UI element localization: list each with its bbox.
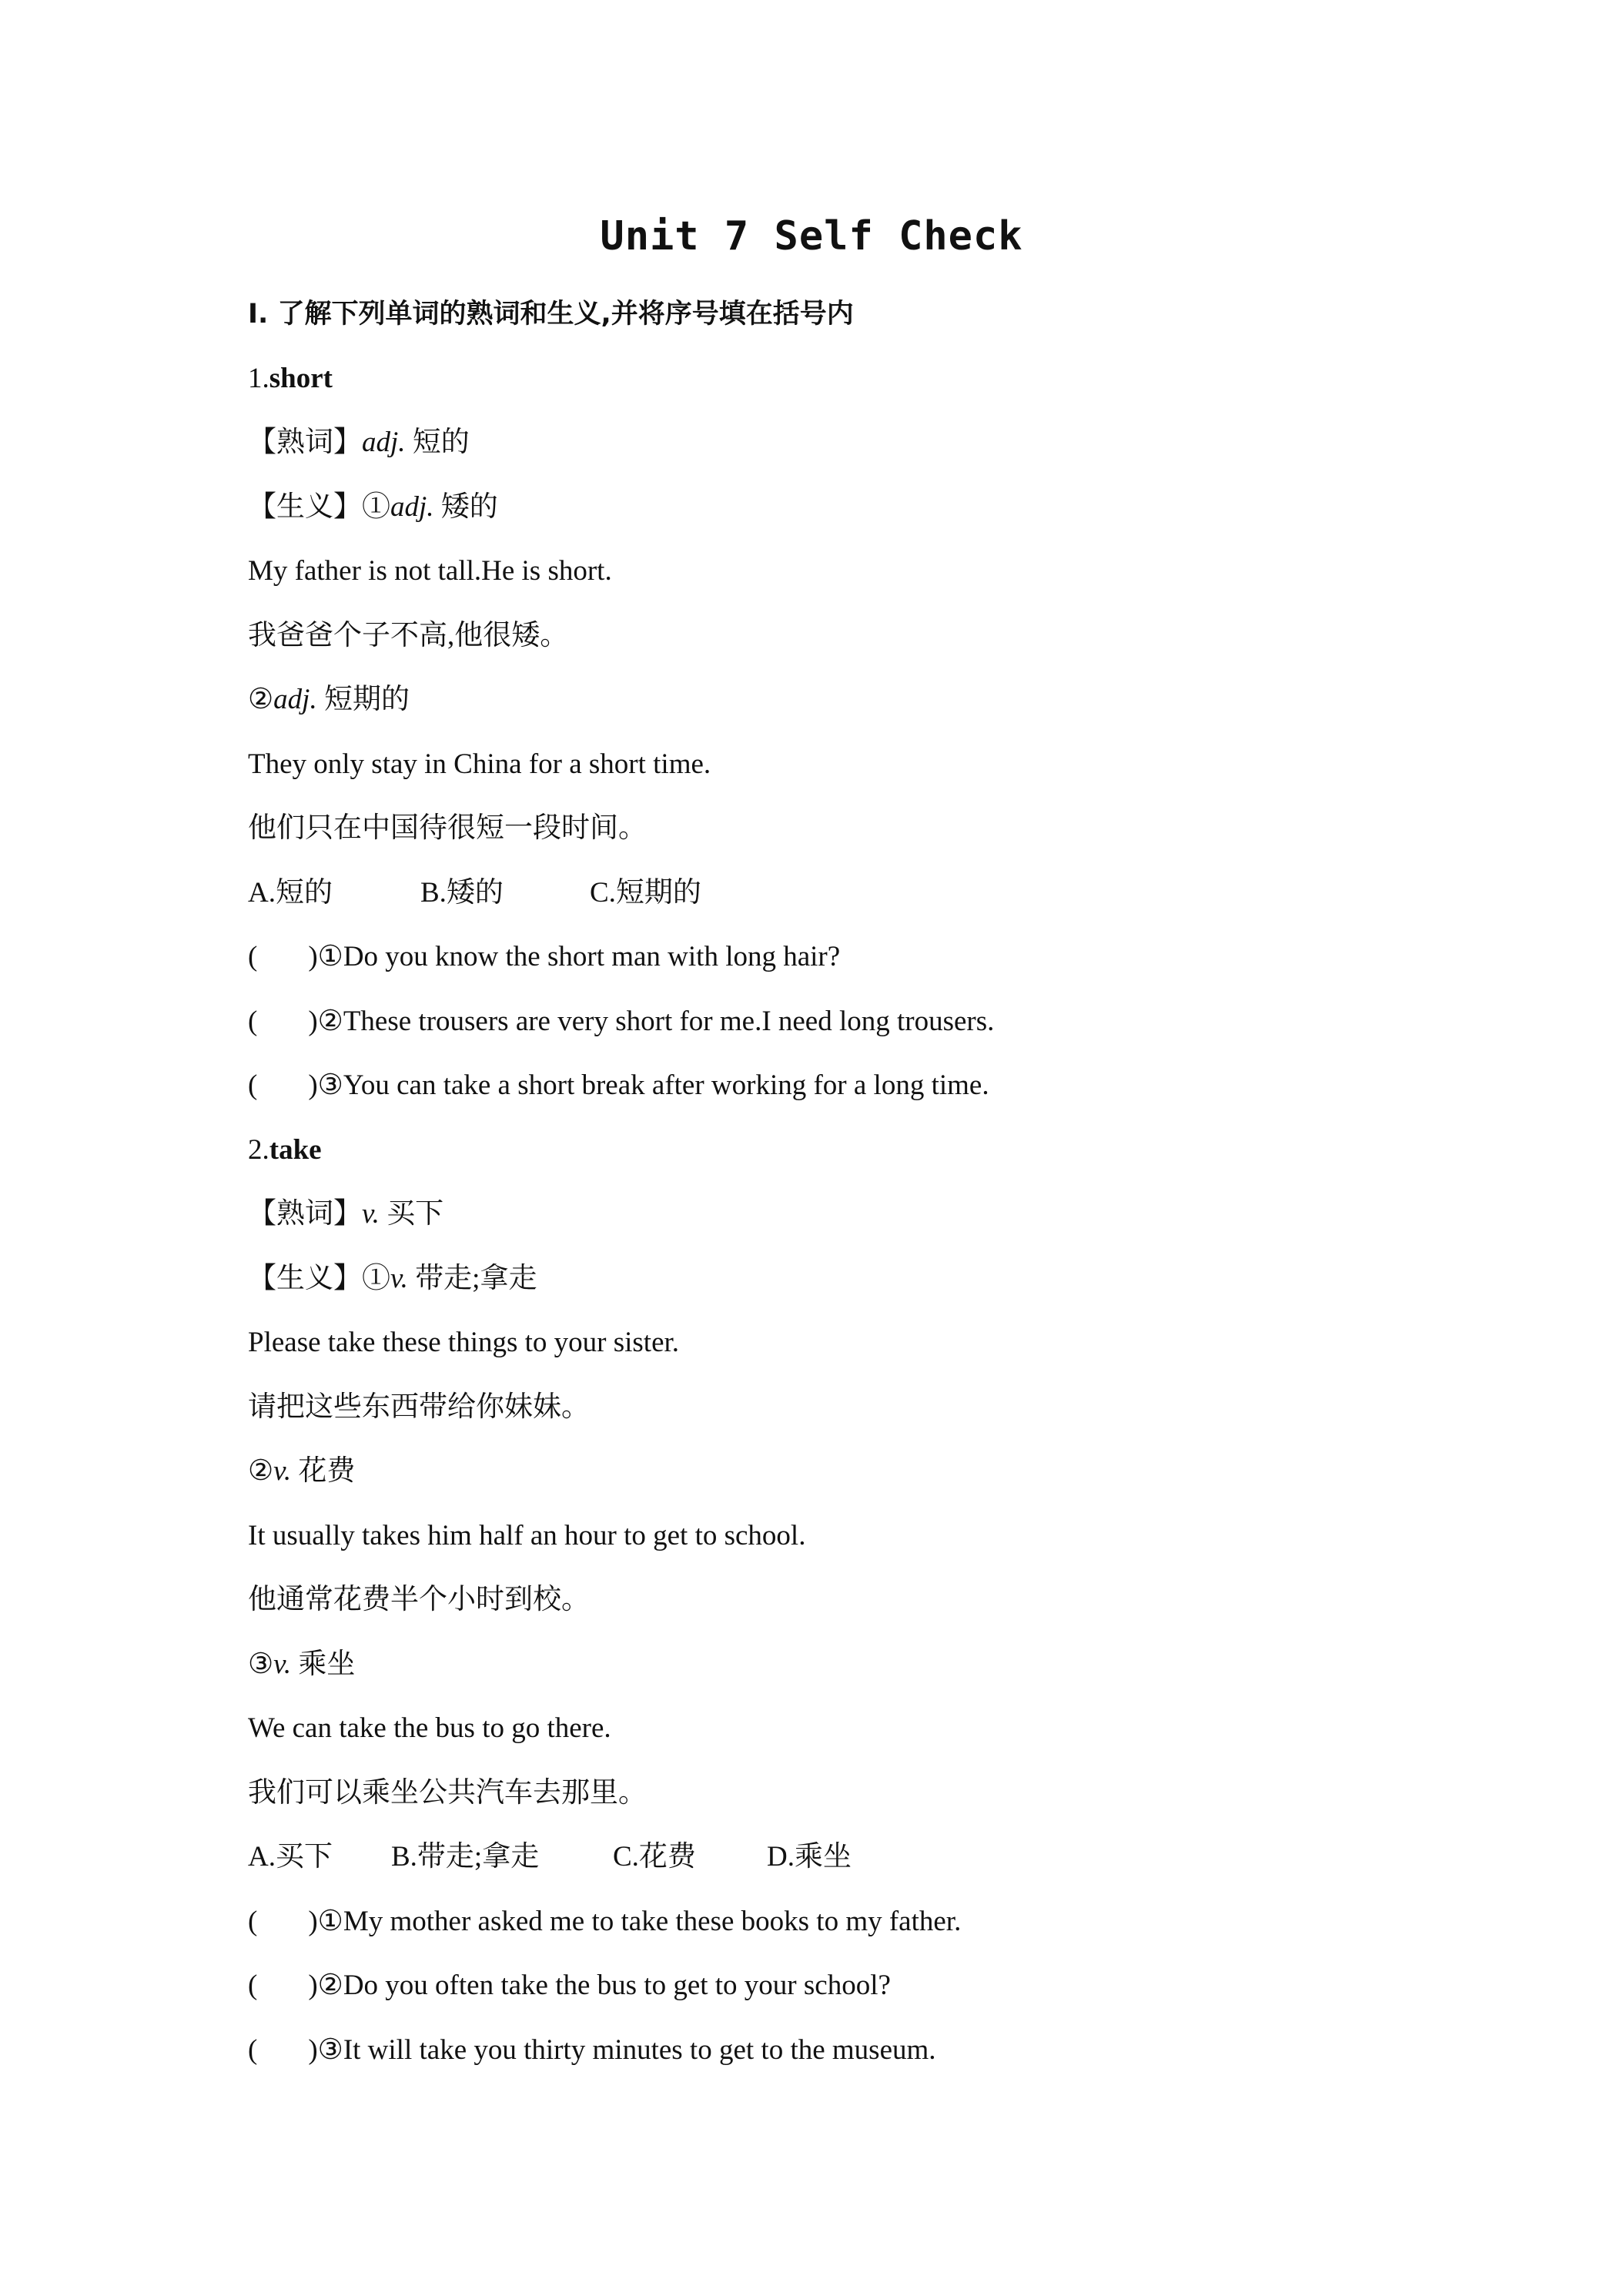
sense-mark: ①	[362, 1262, 390, 1294]
new-tag: 【生义】	[248, 490, 362, 523]
word-term: take	[269, 1133, 322, 1166]
example-en: My father is not tall.He is short.	[248, 555, 612, 587]
question-line	[248, 934, 1372, 999]
example-zh: 我爸爸个子不高,他很矮。	[248, 619, 569, 651]
sense-line	[248, 677, 1372, 741]
part-of-speech: v.	[273, 1648, 292, 1680]
part-of-speech: v.	[390, 1262, 408, 1294]
sense-mark: ②	[248, 1455, 274, 1487]
meaning: 花费	[298, 1455, 356, 1487]
option-c: C.短期的	[590, 876, 701, 909]
option-b: B.带走;拿走	[391, 1841, 540, 1873]
bracket-open: (	[248, 1970, 258, 2001]
example-zh: 请把这些东西带给你妹妹。	[248, 1391, 590, 1423]
meaning: 买下	[387, 1198, 444, 1230]
meaning: 短的	[412, 427, 470, 458]
option-d: D.乘坐	[767, 1841, 852, 1873]
bracket-open: (	[248, 941, 258, 972]
word-number: 2.	[248, 1133, 269, 1166]
word-heading-take	[248, 1127, 1372, 1192]
question-text: ①My mother asked me to take these books to my father.	[317, 1905, 962, 1937]
part-of-speech: adj.	[362, 427, 406, 458]
familiar-tag: 【熟词】	[248, 1198, 362, 1230]
sense-mark: ②	[248, 684, 274, 715]
question-line	[248, 999, 1372, 1063]
section-heading: Ⅰ. 了解下列单词的熟词和生义,并将序号填在括号内	[248, 299, 854, 330]
page-title: Unit 7 Self Check	[600, 213, 1023, 259]
new-meaning-line	[248, 1256, 1372, 1320]
meaning: 矮的	[440, 490, 498, 523]
bracket-open: (	[248, 2033, 258, 2066]
bracket-close: )	[308, 1069, 318, 1101]
bracket-open: (	[248, 1905, 258, 1937]
sense-mark: ①	[362, 490, 390, 523]
example-zh: 他通常花费半个小时到校。	[248, 1584, 590, 1615]
part-of-speech: v.	[362, 1198, 380, 1230]
part-of-speech: adj.	[390, 490, 434, 523]
word-number: 1.	[248, 362, 269, 394]
question-text: ③You can take a short break after working for a long time.	[317, 1069, 989, 1101]
sense-line	[248, 1448, 1372, 1513]
bracket-close: )	[308, 941, 318, 972]
sense-line	[248, 1642, 1372, 1706]
question-text: ③It will take you thirty minutes to get to the museum.	[317, 2033, 936, 2066]
example-zh: 我们可以乘坐公共汽车去那里。	[248, 1776, 647, 1809]
question-text: ①Do you know the short man with long hair?	[317, 941, 841, 972]
familiar-tag: 【熟词】	[248, 427, 362, 458]
question-line	[248, 1899, 1372, 1963]
word-term: short	[269, 362, 333, 394]
option-b: B.矮的	[420, 876, 504, 909]
word-heading-short	[248, 356, 1372, 420]
option-a: A.短的	[248, 876, 333, 909]
bracket-close: )	[308, 2033, 318, 2066]
new-tag: 【生义】	[248, 1262, 362, 1294]
option-c: C.花费	[613, 1841, 696, 1873]
meaning: 短期的	[323, 684, 410, 715]
meaning: 乘坐	[298, 1648, 356, 1680]
part-of-speech: adj.	[273, 684, 317, 715]
familiar-meaning-line	[248, 420, 1372, 484]
question-line	[248, 1963, 1372, 2027]
bracket-open: (	[248, 1005, 258, 1037]
example-en: It usually takes him half an hour to get to school.	[248, 1519, 806, 1551]
meaning: 带走;拿走	[415, 1262, 537, 1294]
question-text: ②Do you often take the bus to get to your school?	[317, 1970, 891, 2001]
sense-mark: ③	[248, 1648, 274, 1680]
example-en: We can take the bus to go there.	[248, 1712, 611, 1744]
bracket-close: )	[308, 1905, 318, 1937]
options-line	[248, 1834, 1372, 1899]
part-of-speech: v.	[273, 1455, 292, 1487]
option-a: A.买下	[248, 1841, 333, 1873]
new-meaning-line	[248, 484, 1372, 549]
question-line	[248, 2027, 1372, 2092]
worksheet-body	[248, 291, 1372, 2091]
options-line	[248, 870, 1372, 935]
example-zh: 他们只在中国待很短一段时间。	[248, 812, 647, 844]
example-en: They only stay in China for a short time.	[248, 748, 711, 780]
bracket-close: )	[308, 1970, 318, 2001]
example-en: Please take these things to your sister.	[248, 1327, 680, 1358]
question-line	[248, 1063, 1372, 1127]
bracket-open: (	[248, 1069, 258, 1101]
question-text: ②These trousers are very short for me.I need long trousers.	[317, 1005, 995, 1037]
familiar-meaning-line	[248, 1191, 1372, 1256]
bracket-close: )	[308, 1005, 318, 1037]
